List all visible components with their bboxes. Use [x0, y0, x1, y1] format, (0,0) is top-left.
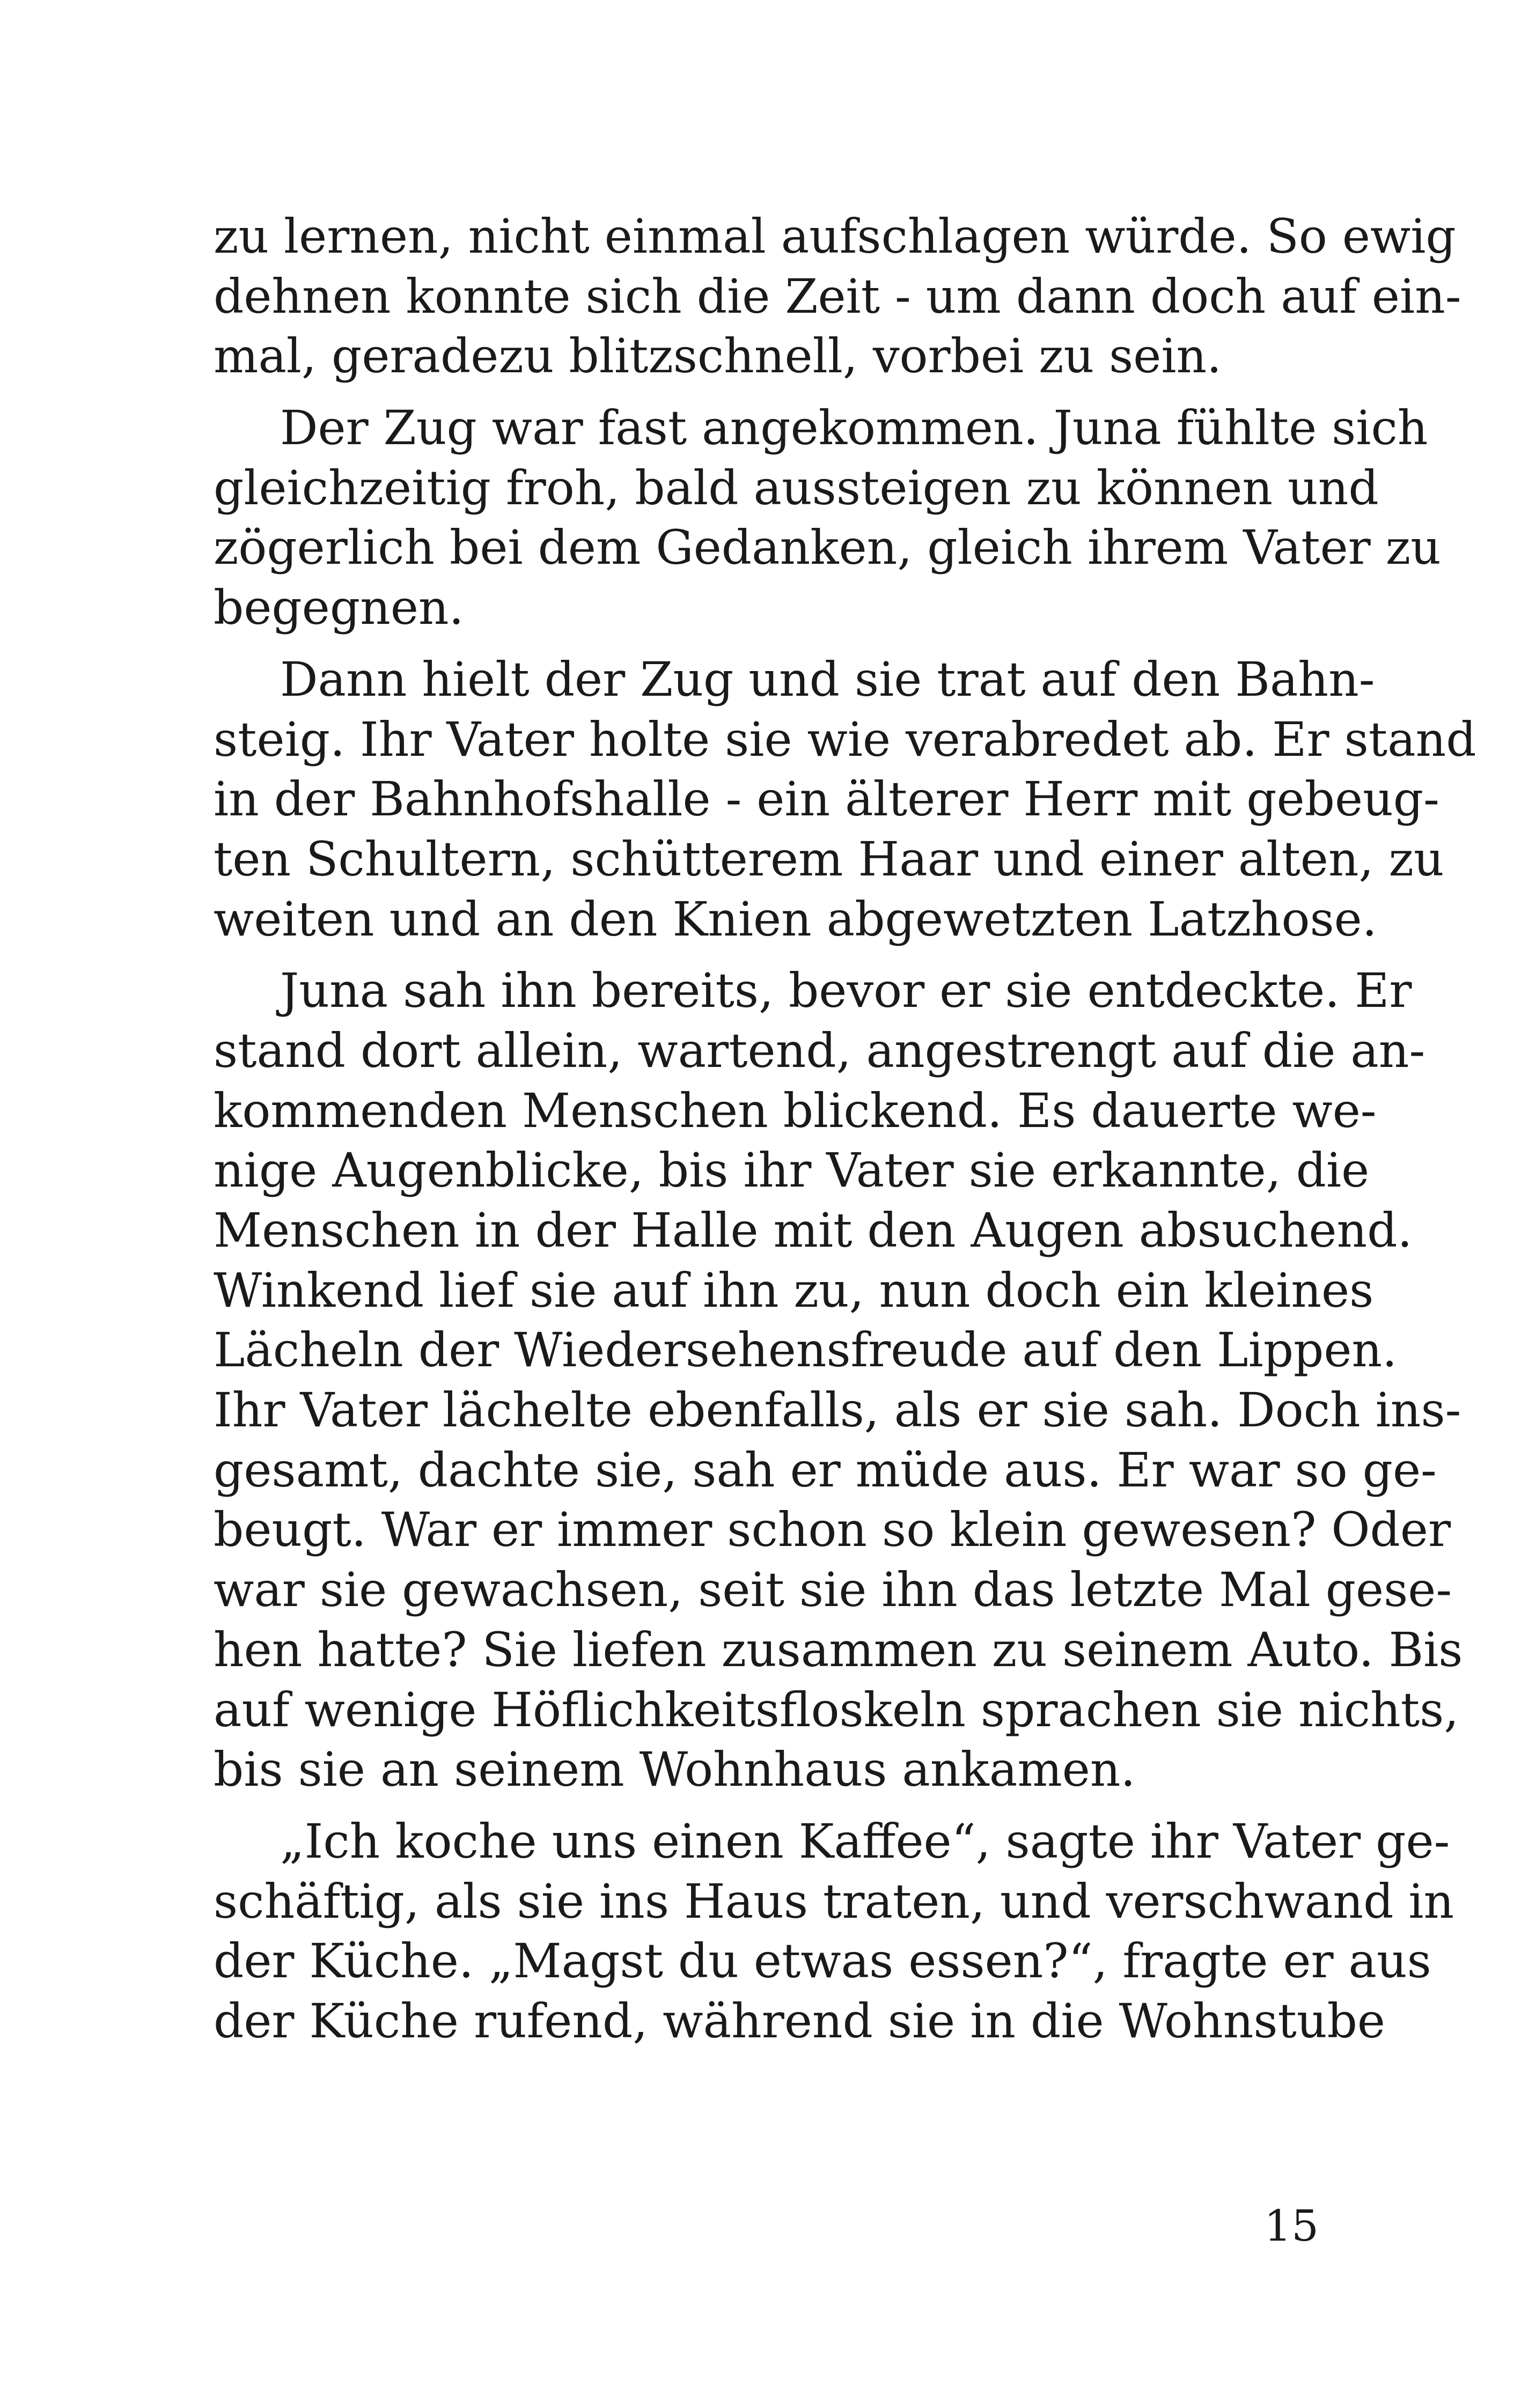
page-number: 15 [1264, 2201, 1319, 2251]
text-line: beugt. War er immer schon so klein gewesen? Oder [214, 1502, 1451, 1558]
text-line: mal, geradezu blitzschnell, vorbei zu sein. [214, 328, 1222, 384]
text-line: der Küche rufend, während sie in die Wohnstube [214, 1993, 1385, 2049]
text-line: Lächeln der Wiedersehensfreude auf den Lippen. [214, 1322, 1398, 1378]
text-line: stand dort allein, wartend, angestrengt auf die an- [214, 1022, 1426, 1078]
text-line: steig. Ihr Vater holte sie wie verabredet ab. Er stand [214, 711, 1476, 767]
text-line: der Küche. „Magst du etwas essen?“, fragte er aus [214, 1933, 1431, 1989]
text-line: Dann hielt der Zug und sie trat auf den Bahn- [280, 651, 1375, 707]
text-line: nige Augenblicke, bis ihr Vater sie erkannte, die [214, 1143, 1370, 1198]
text-line: weiten und an den Knien abgewetzten Latzhose. [214, 891, 1377, 947]
text-line: ten Schultern, schütterem Haar und einer alten, zu [214, 831, 1444, 887]
text-line: Der Zug war fast angekommen. Juna fühlte sich [280, 400, 1428, 456]
text-line: gleichzeitig froh, bald aussteigen zu können und [214, 460, 1379, 516]
text-line: gesamt, dachte sie, sah er müde aus. Er war so ge- [214, 1442, 1437, 1498]
text-line: Juna sah ihn bereits, bevor er sie entdeckte. Er [280, 963, 1412, 1019]
body-text [214, 207, 1476, 2051]
text-line: Winkend lief sie auf ihn zu, nun doch ein kleines [214, 1262, 1374, 1318]
text-line: dehnen konnte sich die Zeit - um dann doch auf ein- [214, 268, 1461, 324]
text-line: schäftig, als sie ins Haus traten, und verschwand in [214, 1873, 1454, 1929]
text-line: kommenden Menschen blickend. Es dauerte we- [214, 1083, 1377, 1138]
text-line: hen hatte? Sie liefen zusammen zu seinem Auto. Bis [214, 1622, 1463, 1677]
text-line: auf wenige Höflichkeitsfloskeln sprachen sie nichts, [214, 1682, 1459, 1737]
text-line: war sie gewachsen, seit sie ihn das letzte Mal gese- [214, 1562, 1452, 1618]
text-line: in der Bahnhofshalle - ein älterer Herr mit gebeug- [214, 771, 1439, 827]
text-line: Menschen in der Halle mit den Augen absuchend. [214, 1203, 1413, 1258]
text-line: „Ich koche uns einen Kaffee“, sagte ihr Vater ge- [280, 1813, 1450, 1869]
text-line: zögerlich bei dem Gedanken, gleich ihrem Vater zu [214, 520, 1441, 576]
text-line: begegnen. [214, 580, 464, 636]
text-line: zu lernen, nicht einmal aufschlagen würde. So ewig [214, 209, 1456, 264]
text-line: bis sie an seinem Wohnhaus ankamen. [214, 1742, 1136, 1798]
text-line: Ihr Vater lächelte ebenfalls, als er sie sah. Doch ins- [214, 1382, 1461, 1438]
